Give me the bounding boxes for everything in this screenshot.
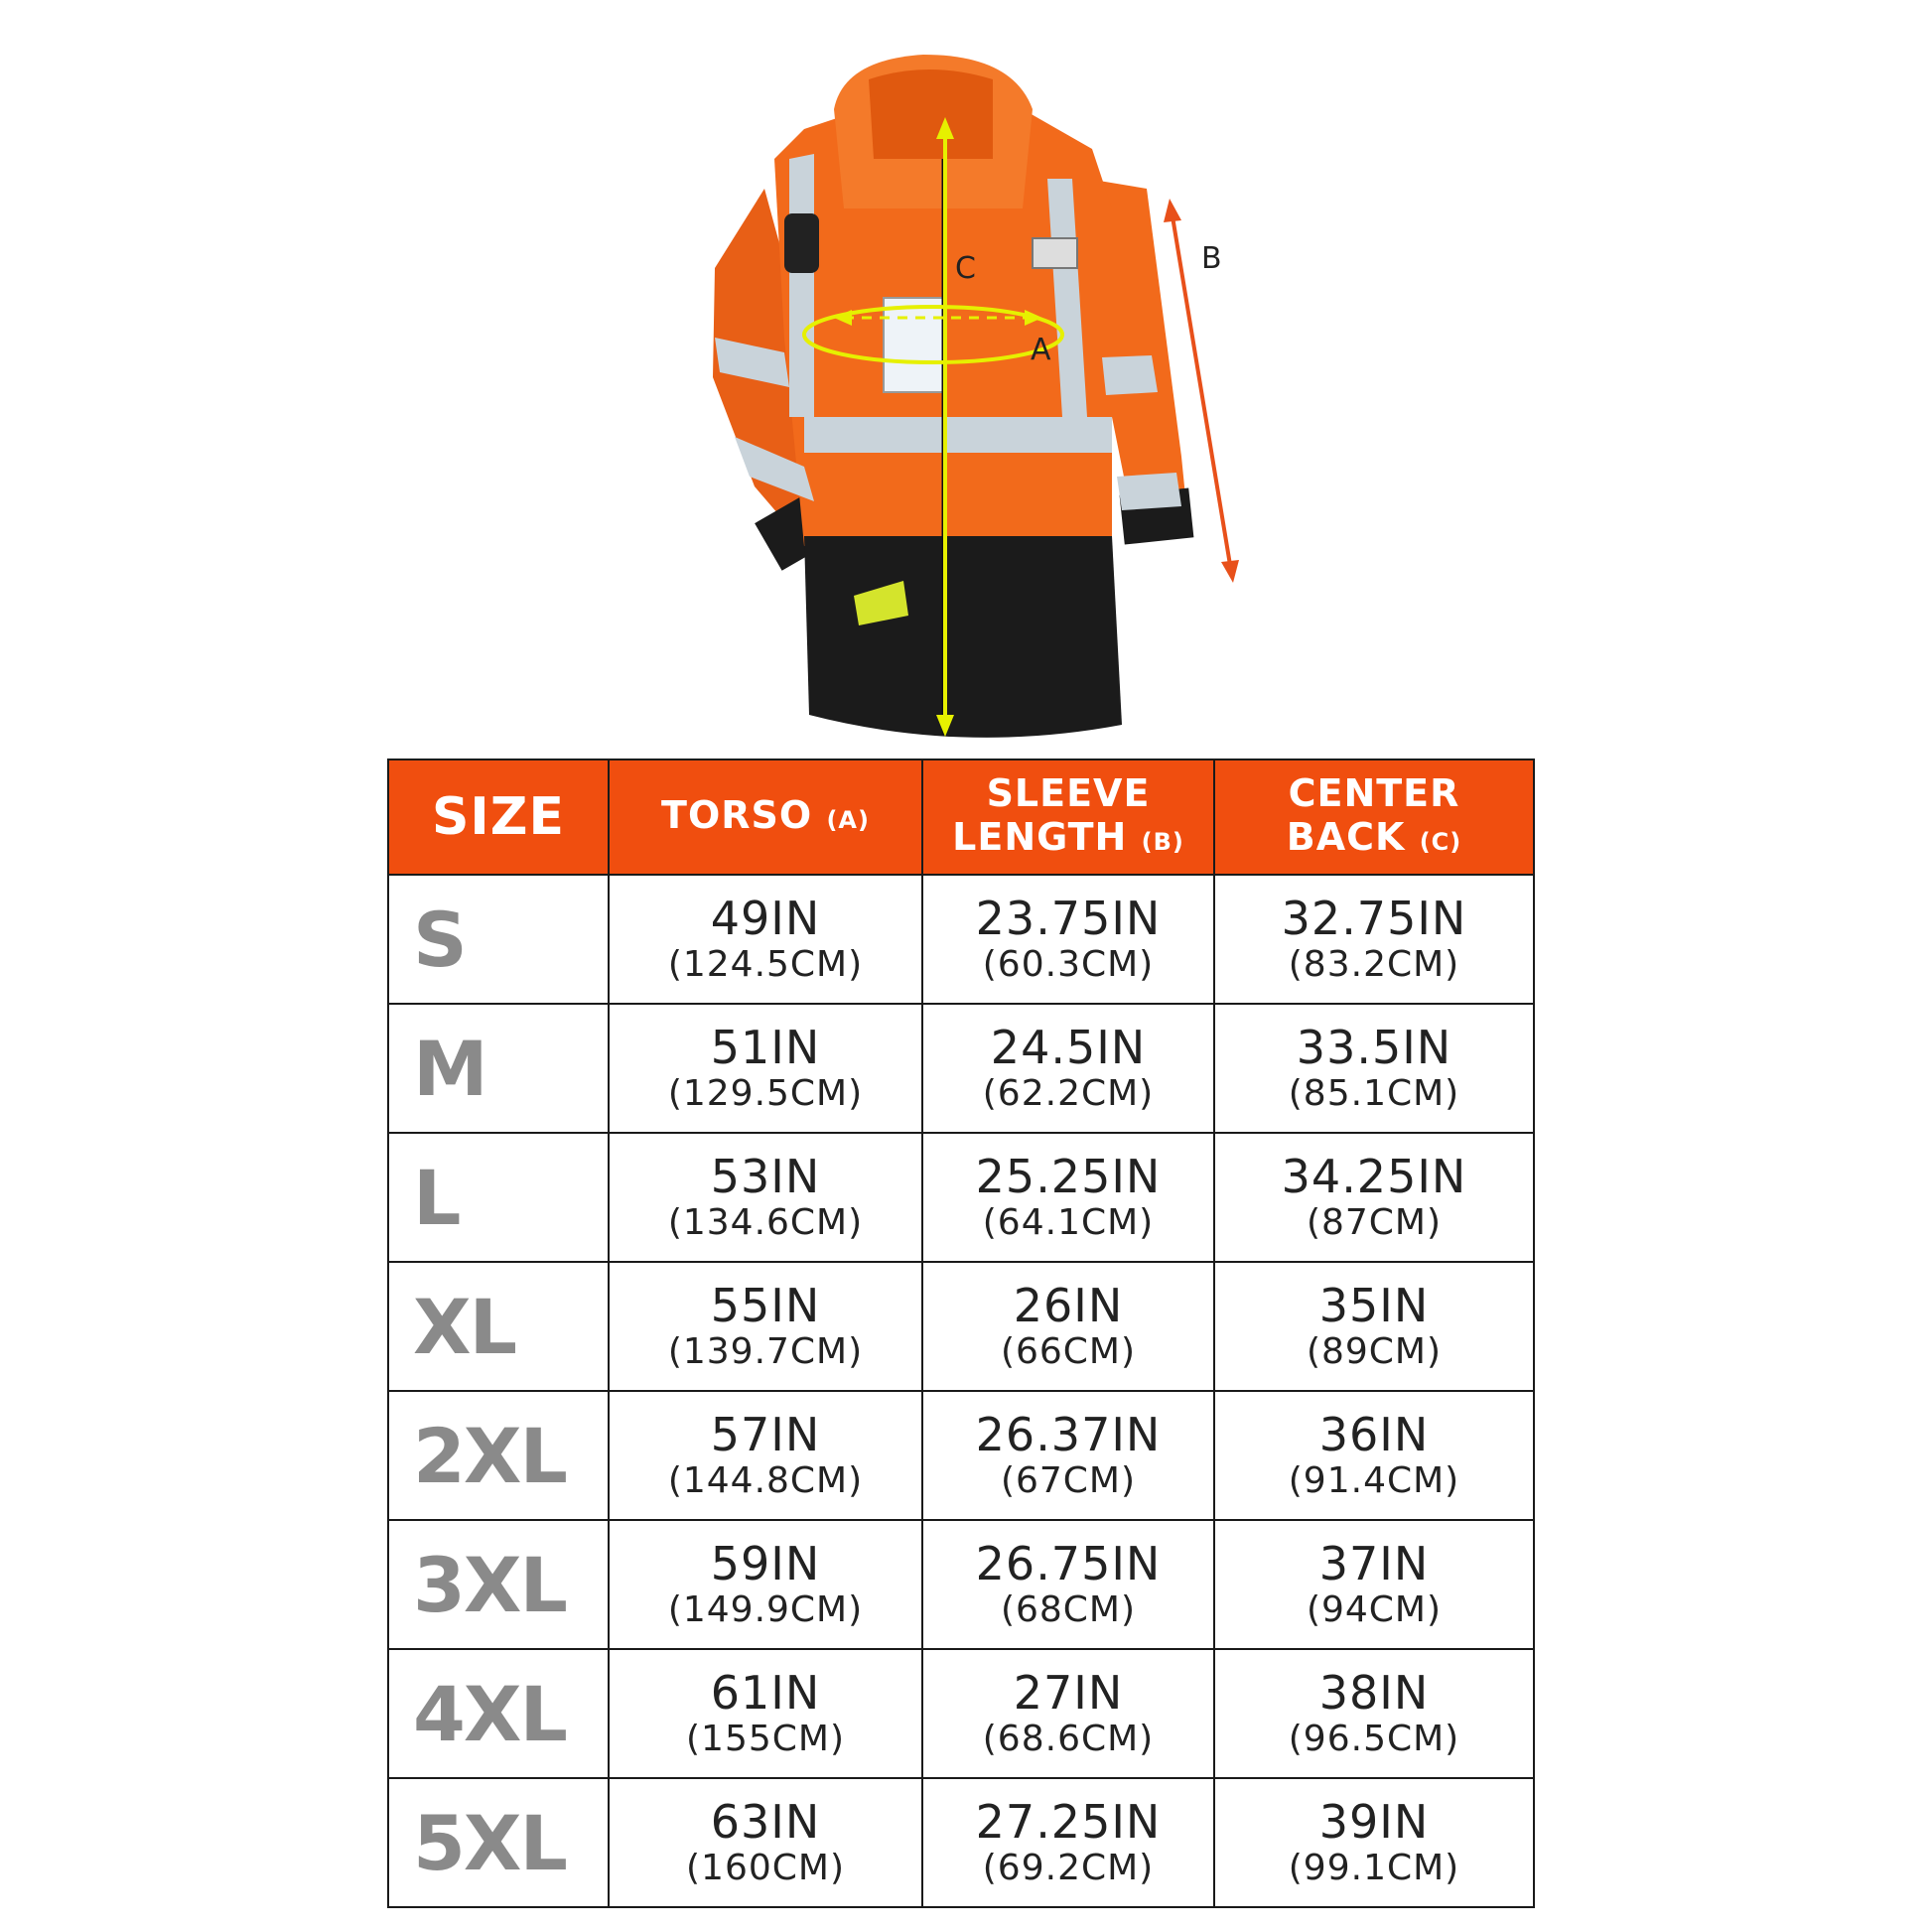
label-c: C xyxy=(955,251,976,286)
center-back-cell: 37IN (94CM) xyxy=(1214,1520,1534,1649)
size-label: 5XL xyxy=(388,1778,609,1907)
table-row xyxy=(388,1520,1534,1649)
sleeve-cell: 24.5IN (62.2CM) xyxy=(922,1004,1214,1133)
torso-cell: 49IN (124.5CM) xyxy=(609,875,922,1004)
center-back-cell: 34.25IN (87CM) xyxy=(1214,1133,1534,1262)
sleeve-cell: 27.25IN (69.2CM) xyxy=(922,1778,1214,1907)
size-label: L xyxy=(388,1133,609,1262)
size-chart-table xyxy=(387,759,1535,1908)
size-label: S xyxy=(388,875,609,1004)
center-back-cell: 35IN (89CM) xyxy=(1214,1262,1534,1391)
size-label: 3XL xyxy=(388,1520,609,1649)
size-label: 4XL xyxy=(388,1649,609,1778)
torso-cell: 59IN (149.9CM) xyxy=(609,1520,922,1649)
size-label: 2XL xyxy=(388,1391,609,1520)
sleeve-cell: 27IN (68.6CM) xyxy=(922,1649,1214,1778)
sleeve-cell: 26.37IN (67CM) xyxy=(922,1391,1214,1520)
table-row xyxy=(388,1778,1534,1907)
sleeve-cell: 23.75IN (60.3CM) xyxy=(922,875,1214,1004)
label-a: A xyxy=(1031,333,1051,367)
size-label: M xyxy=(388,1004,609,1133)
table-row xyxy=(388,1133,1534,1262)
header-sleeve-length: SLEEVE LENGTH (B) xyxy=(922,759,1214,875)
jacket-illustration xyxy=(713,55,1193,738)
size-label: XL xyxy=(388,1262,609,1391)
torso-cell: 57IN (144.8CM) xyxy=(609,1391,922,1520)
torso-cell: 55IN (139.7CM) xyxy=(609,1262,922,1391)
table-row xyxy=(388,1391,1534,1520)
torso-cell: 63IN (160CM) xyxy=(609,1778,922,1907)
torso-cell: 61IN (155CM) xyxy=(609,1649,922,1778)
center-back-cell: 36IN (91.4CM) xyxy=(1214,1391,1534,1520)
header-center-back: CENTER BACK (C) xyxy=(1214,759,1534,875)
center-back-cell: 33.5IN (85.1CM) xyxy=(1214,1004,1534,1133)
table-row xyxy=(388,1262,1534,1391)
torso-cell: 51IN (129.5CM) xyxy=(609,1004,922,1133)
jacket-figure xyxy=(695,40,1330,755)
label-b: B xyxy=(1201,241,1222,276)
table-row xyxy=(388,1004,1534,1133)
sleeve-cell: 26IN (66CM) xyxy=(922,1262,1214,1391)
center-back-cell: 39IN (99.1CM) xyxy=(1214,1778,1534,1907)
sleeve-cell: 25.25IN (64.1CM) xyxy=(922,1133,1214,1262)
header-torso: TORSO (A) xyxy=(609,759,922,875)
table-row xyxy=(388,1649,1534,1778)
center-back-cell: 38IN (96.5CM) xyxy=(1214,1649,1534,1778)
center-back-cell: 32.75IN (83.2CM) xyxy=(1214,875,1534,1004)
table-row xyxy=(388,875,1534,1004)
table-header-row xyxy=(388,759,1534,875)
header-size: SIZE xyxy=(388,759,609,875)
torso-cell: 53IN (134.6CM) xyxy=(609,1133,922,1262)
sleeve-cell: 26.75IN (68CM) xyxy=(922,1520,1214,1649)
